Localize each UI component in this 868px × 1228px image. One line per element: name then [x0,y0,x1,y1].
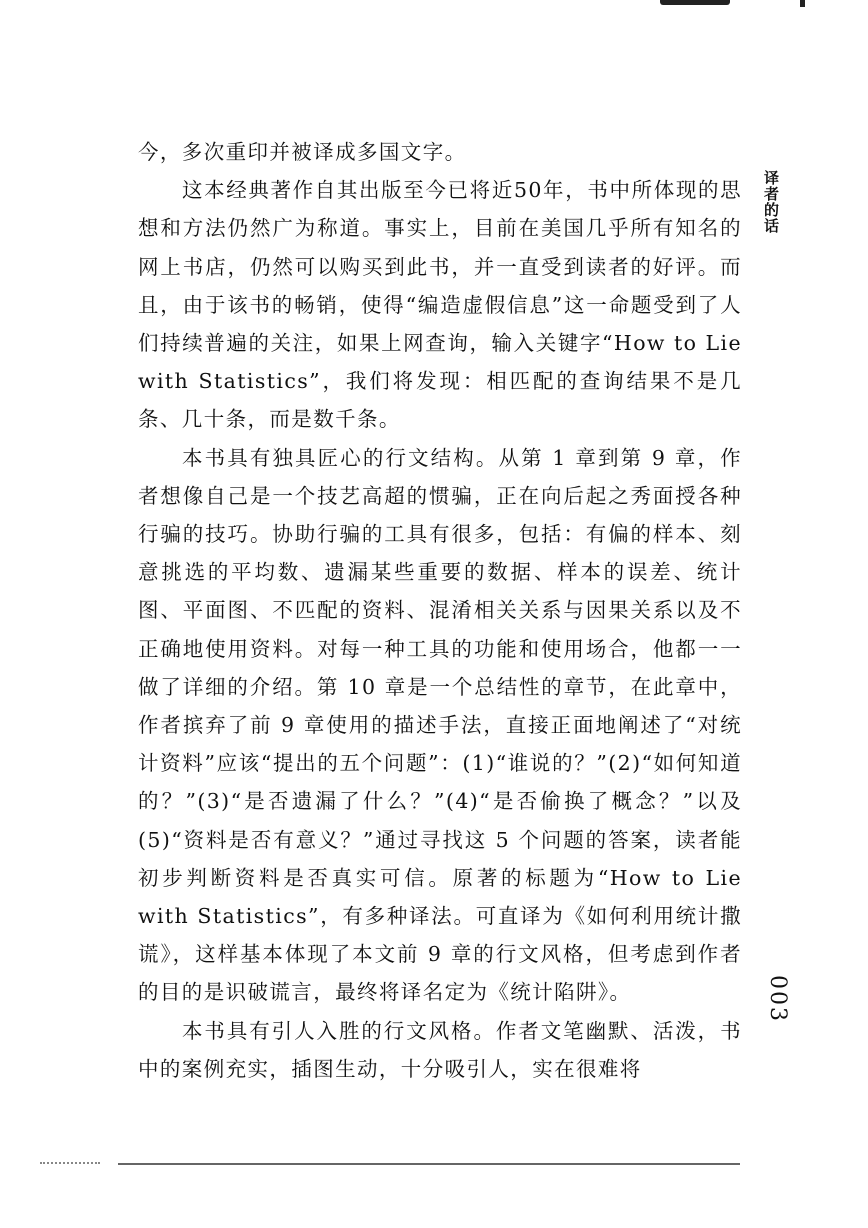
paragraph: 本书具有独具匠心的行文结构。从第 1 章到第 9 章，作者想像自己是一个技艺高超的惯骗，正在向后起之秀面授各种行骗的技巧。协助行骗的工具有很多，包括：有偏的样本、刻意挑选的平均数、遗漏某些重要的数据、样本的误差、统计图、平面图、不匹配的资料、混淆相关关系与因果关系以及不正确地使用资料。对每一种工具的功能和使用场合，他都一一做了详细的介绍。第 10 章是一个总结性的章节，在此章中，作者摈弃了前 9 章使用的描述手法，直接正面地阐述了“对统计资料”应该“提出的五个问题”：(1)“谁说的？”(2)“如何知道的？”(3)“是否遗漏了什么？”(4)“是否偷换了概念？”以及(5)“资料是否有意义？”通过寻找这 5 个问题的答案，读者能初步判断资料是否真实可信。原著的标题为“How to Lie with Statistics”，有多种译法。可直译为《如何利用统计撒谎》，这样基本体现了本文前 9 章的行文风格，但考虑到作者的目的是识破谎言，最终将译名定为《统计陷阱》。 [138,445,742,1005]
top-edge-marks [660,0,820,8]
side-section-label: 译者的话 [762,170,780,234]
top-mark-right [800,0,805,7]
footer-rule [118,1163,740,1165]
page-number: 003 [765,975,790,1023]
footer-dots [40,1162,100,1166]
body-text [138,133,742,1088]
paragraph-continuation: 今，多次重印并被译成多国文字。 [138,140,467,164]
top-mark-left [660,0,730,5]
paragraph: 本书具有引人入胜的行文风格。作者文笔幽默、活泼，书中的案例充实，插图生动，十分吸引人，实在很难将 [138,1018,742,1081]
paragraph: 这本经典著作自其出版至今已将近50年，书中所体现的思想和方法仍然广为称道。事实上，目前在美国几乎所有知名的网上书店，仍然可以购买到此书，并一直受到读者的好评。而且，由于该书的畅销，使得“编造虚假信息”这一命题受到了人们持续普遍的关注，如果上网查询，输入关键字“How to Lie with Statistics”，我们将发现：相匹配的查询结果不是几条、几十条，而是数千条。 [138,178,742,432]
